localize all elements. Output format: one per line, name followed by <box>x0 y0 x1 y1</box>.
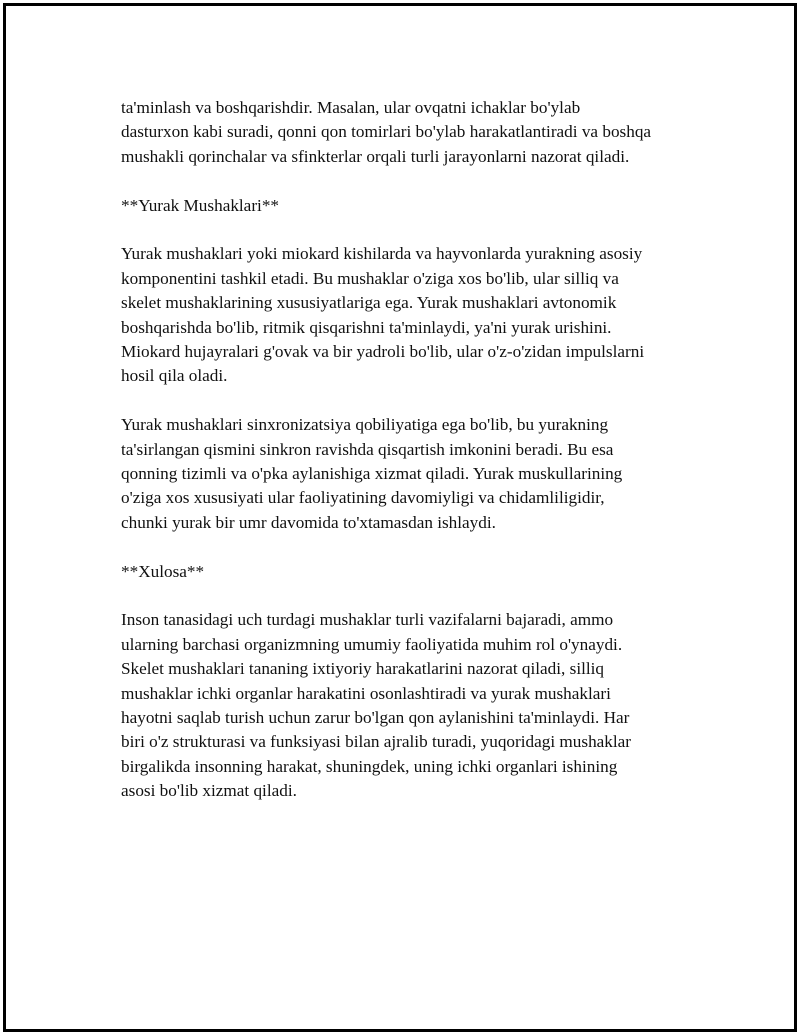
text-line: mushaklar ichki organlar harakatini osonlashtiradi va yurak mushaklari <box>121 683 611 703</box>
text-line: birgalikda insonning harakat, shuningdek, uning ichki organlari ishining <box>121 756 618 776</box>
text-line: dasturxon kabi suradi, qonni qon tomirlari bo'ylab harakatlantiradi va boshqa <box>121 122 652 142</box>
text-line: Miokard hujayralari g'ovak va bir yadroli bo'lib, ular o'z-o'zidan impulslarni <box>121 342 645 362</box>
text-line: boshqarishda bo'lib, ritmik qisqarishni ta'minlaydi, ya'ni yurak urishini. <box>121 317 612 337</box>
text-line: Yurak mushaklari sinxronizatsiya qobiliyatiga ega bo'lib, bu yurakning <box>121 415 609 435</box>
document-page <box>3 3 797 1032</box>
text-line: asosi bo'lib xizmat qiladi. <box>121 781 297 801</box>
text-line: chunki yurak bir umr davomida to'xtamasdan ishlaydi. <box>121 512 496 532</box>
body-paragraph-yurak-2 <box>121 413 711 535</box>
text-line: hayotni saqlab turish uchun zarur bo'lgan qon aylanishini ta'minlaydi. Har <box>121 708 630 728</box>
text-line: ta'sirlangan qismini sinkron ravishda qisqartish imkonini beradi. Bu esa <box>121 439 614 459</box>
text-line: skelet mushaklarining xususiyatlariga ega. Yurak mushaklari avtonomik <box>121 293 617 313</box>
text-line: ularning barchasi organizmning umumiy faoliyatida muhim rol o'ynaydi. <box>121 634 623 654</box>
text-line: o'ziga xos xususiyati ular faoliyatining davomiyligi va chidamliligidir, <box>121 488 605 508</box>
heading-text: **Yurak Mushaklari** <box>121 195 280 215</box>
body-paragraph-yurak-1 <box>121 242 711 388</box>
text-line: Yurak mushaklari yoki miokard kishilarda va hayvonlarda yurakning asosiy <box>121 244 643 264</box>
text-line: biri o'z strukturasi va funksiyasi bilan ajralib turadi, yuqoridagi mushaklar <box>121 732 632 752</box>
document-body <box>121 96 711 804</box>
heading-text: **Xulosa** <box>121 561 205 581</box>
section-heading-xulosa <box>121 560 711 584</box>
text-line: Inson tanasidagi uch turdagi mushaklar turli vazifalarni bajaradi, ammo <box>121 610 614 630</box>
section-heading-yurak <box>121 194 711 218</box>
text-line: ta'minlash va boshqarishdir. Masalan, ular ovqatni ichaklar bo'ylab <box>121 98 581 117</box>
text-line: hosil qila oladi. <box>121 366 228 386</box>
text-line: Skelet mushaklari tananing ixtiyoriy harakatlarini nazorat qiladi, silliq <box>121 659 605 679</box>
text-line: komponentini tashkil etadi. Bu mushaklar o'ziga xos bo'lib, ular silliq va <box>121 268 619 288</box>
body-paragraph-intro <box>121 96 711 169</box>
body-paragraph-xulosa <box>121 608 711 803</box>
text-line: mushakli qorinchalar va sfinkterlar orqali turli jarayonlarni nazorat qiladi. <box>121 146 630 166</box>
text-line: qonning tizimli va o'pka aylanishiga xizmat qiladi. Yurak muskullarining <box>121 464 623 484</box>
